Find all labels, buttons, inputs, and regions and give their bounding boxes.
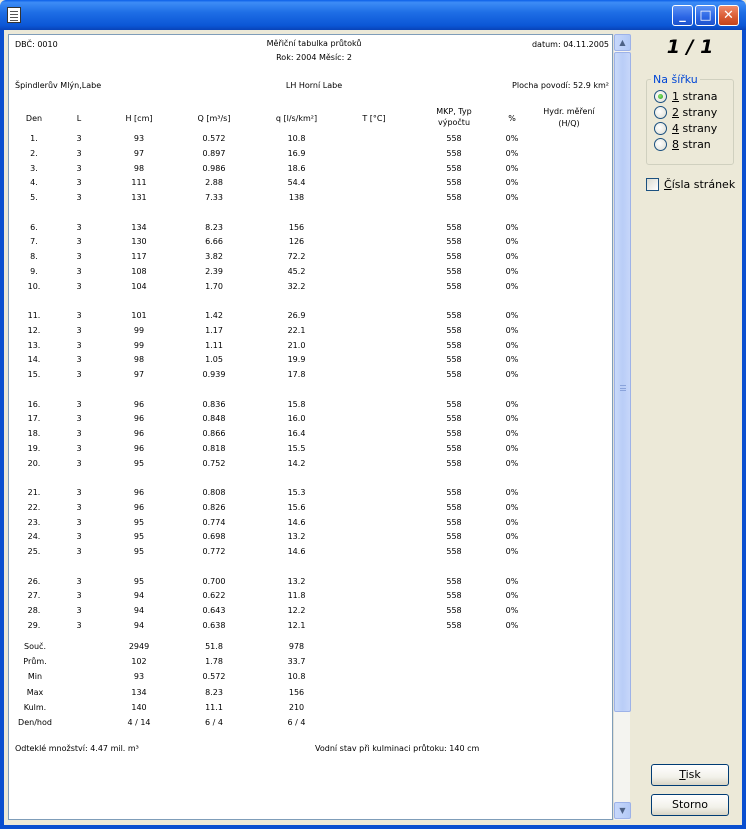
- cell-q: 0.772: [202, 547, 226, 557]
- cell-percent: 0%: [505, 222, 519, 232]
- cell-mkp: 558: [446, 134, 462, 143]
- cell-percent: 0%: [505, 591, 519, 601]
- cell-mkp: 558: [446, 399, 462, 409]
- cell-percent: 0%: [505, 311, 519, 320]
- summary-qs: 210: [288, 702, 305, 712]
- cell-den: 21.: [27, 488, 41, 497]
- cell-l: 3: [76, 606, 82, 616]
- cell-den: 4.: [30, 178, 38, 188]
- cell-h: 131: [131, 193, 147, 203]
- cell-h: 95: [133, 532, 145, 542]
- radio-button[interactable]: [654, 122, 667, 135]
- page-numbers-checkbox[interactable]: [646, 178, 735, 191]
- summary-qs: 6 / 4: [287, 718, 306, 727]
- cell-l: 3: [76, 429, 82, 439]
- cell-l: 3: [76, 193, 82, 203]
- cell-l: 3: [76, 237, 82, 247]
- checkbox-box[interactable]: [646, 178, 659, 191]
- cell-q: 8.23: [205, 222, 223, 232]
- cell-q: 2.88: [205, 178, 223, 188]
- cell-q: 0.752: [202, 458, 226, 468]
- cell-h: 96: [133, 429, 145, 439]
- cell-h: 134: [131, 222, 147, 232]
- summary-h: 2949: [128, 642, 150, 651]
- cell-h: 95: [133, 517, 145, 527]
- cell-qs: 17.8: [287, 370, 306, 380]
- cell-l: 3: [76, 355, 82, 365]
- cell-mkp: 558: [446, 178, 462, 188]
- header-q: Q [m³/s]: [197, 114, 231, 123]
- cell-h: 96: [133, 399, 145, 409]
- cell-percent: 0%: [505, 237, 519, 247]
- cell-qs: 45.2: [287, 266, 306, 276]
- cell-qs: 126: [288, 237, 305, 247]
- river-basin: LH Horní Labe: [285, 81, 343, 90]
- cell-l: 3: [76, 340, 82, 350]
- radio-option-4[interactable]: [654, 121, 717, 135]
- cell-q: 0.986: [202, 163, 226, 173]
- checkbox-label: Čísla stránek: [664, 178, 736, 191]
- cell-l: 3: [76, 502, 82, 512]
- window-frame-left: [0, 30, 4, 829]
- year-month: Rok: 2004 Měsíc: 2: [276, 53, 352, 62]
- radio-button[interactable]: [654, 106, 667, 119]
- radio-option-2[interactable]: [654, 105, 717, 119]
- summary-h: 102: [131, 657, 147, 667]
- page-indicator: 1 / 1: [666, 36, 714, 58]
- cell-den: 22.: [27, 502, 41, 512]
- cell-q: 0.897: [202, 148, 226, 158]
- cell-den: 11.: [27, 311, 41, 320]
- cell-percent: 0%: [505, 502, 519, 512]
- scroll-down-button[interactable]: ▼: [614, 802, 631, 819]
- summary-q: 51.8: [205, 642, 223, 651]
- cell-mkp: 558: [446, 502, 462, 512]
- summary-label: Souč.: [24, 642, 46, 651]
- cell-percent: 0%: [505, 458, 519, 468]
- radio-label: 4 strany: [672, 121, 718, 135]
- cell-percent: 0%: [505, 532, 519, 542]
- cell-q: 0.572: [202, 134, 226, 143]
- cell-h: 97: [133, 148, 145, 158]
- cell-q: 0.700: [202, 576, 226, 586]
- cell-l: 3: [76, 488, 82, 497]
- cell-qs: 18.6: [287, 163, 306, 173]
- summary-q: 8.23: [205, 687, 223, 697]
- cell-h: 101: [131, 311, 147, 320]
- cell-percent: 0%: [505, 399, 519, 409]
- cell-mkp: 558: [446, 488, 462, 497]
- cell-qs: 72.2: [287, 252, 306, 262]
- report-title: Měřiční tabulka průtoků: [266, 39, 362, 48]
- cell-q: 3.82: [205, 252, 223, 262]
- cell-q: 1.17: [205, 325, 223, 335]
- cell-den: 18.: [27, 429, 41, 439]
- cell-q: 0.939: [202, 370, 226, 380]
- cell-mkp: 558: [446, 576, 462, 586]
- cell-qs: 22.1: [287, 325, 306, 335]
- catchment-area: Plocha povodí: 52.9 km²: [512, 81, 609, 90]
- cell-h: 111: [131, 178, 147, 188]
- report-preview: [8, 34, 613, 820]
- maximize-button[interactable]: □: [695, 5, 716, 26]
- culmination-level: Vodní stav při kulminaci průtoku: 140 cm: [315, 744, 480, 753]
- close-button[interactable]: ✕: [718, 5, 739, 26]
- cell-qs: 138: [288, 193, 305, 203]
- cell-l: 3: [76, 370, 82, 380]
- cell-percent: 0%: [505, 178, 519, 188]
- cell-h: 97: [133, 370, 145, 380]
- cell-mkp: 558: [446, 443, 462, 453]
- cell-den: 6.: [30, 222, 38, 232]
- cell-qs: 15.3: [287, 488, 306, 497]
- cell-qs: 26.9: [287, 311, 306, 320]
- summary-label: Kulm.: [23, 702, 47, 712]
- cancel-button[interactable]: Storno: [651, 794, 729, 816]
- radio-button[interactable]: [654, 90, 667, 103]
- cell-l: 3: [76, 443, 82, 453]
- cell-qs: 14.6: [287, 517, 306, 527]
- summary-qs: 33.7: [287, 657, 306, 667]
- cell-h: 98: [133, 355, 145, 365]
- cell-mkp: 558: [446, 370, 462, 380]
- cell-den: 12.: [27, 325, 41, 335]
- cell-q: 0.826: [202, 502, 226, 512]
- cell-mkp: 558: [446, 606, 462, 616]
- print-button[interactable]: Tisk: [651, 764, 729, 786]
- cell-den: 29.: [27, 620, 41, 630]
- cell-l: 3: [76, 620, 82, 630]
- cell-den: 1.: [30, 134, 38, 143]
- cell-mkp: 558: [446, 414, 462, 424]
- cell-l: 3: [76, 266, 82, 276]
- cell-h: 130: [131, 237, 147, 247]
- cell-q: 0.848: [202, 414, 226, 424]
- cell-qs: 16.0: [287, 414, 306, 424]
- summary-label: Den/hod: [18, 718, 52, 727]
- cell-qs: 11.8: [287, 591, 306, 601]
- cell-h: 96: [133, 488, 145, 497]
- cell-mkp: 558: [446, 252, 462, 262]
- cell-q: 0.643: [202, 606, 226, 616]
- cell-qs: 32.2: [287, 281, 306, 291]
- summary-h: 140: [131, 702, 147, 712]
- cell-mkp: 558: [446, 591, 462, 601]
- cell-q: 1.11: [205, 340, 223, 350]
- cell-h: 108: [131, 266, 147, 276]
- cell-qs: 21.0: [287, 340, 306, 350]
- cell-l: 3: [76, 163, 82, 173]
- cell-qs: 12.2: [287, 606, 306, 616]
- cell-qs: 10.8: [287, 134, 306, 143]
- summary-qs: 978: [288, 642, 305, 651]
- cell-percent: 0%: [505, 134, 519, 143]
- cell-l: 3: [76, 591, 82, 601]
- cell-mkp: 558: [446, 458, 462, 468]
- summary-q: 0.572: [202, 672, 226, 682]
- cell-qs: 54.4: [287, 178, 306, 188]
- cell-h: 98: [133, 163, 145, 173]
- cell-l: 3: [76, 399, 82, 409]
- cell-percent: 0%: [505, 606, 519, 616]
- cell-percent: 0%: [505, 620, 519, 630]
- grip-icon: [620, 385, 626, 391]
- cell-den: 10.: [27, 281, 41, 291]
- cell-percent: 0%: [505, 443, 519, 453]
- cell-l: 3: [76, 576, 82, 586]
- cell-q: 0.866: [202, 429, 226, 439]
- title-bar[interactable]: [0, 0, 746, 30]
- minimize-button[interactable]: _: [672, 5, 693, 26]
- header-h: H [cm]: [125, 114, 153, 123]
- cell-h: 96: [133, 414, 145, 424]
- cell-qs: 15.8: [287, 399, 306, 409]
- cell-mkp: 558: [446, 620, 462, 630]
- cell-mkp: 558: [446, 517, 462, 527]
- dbc-label: DBČ: 0010: [15, 40, 58, 49]
- cell-q: 7.33: [205, 193, 223, 203]
- radio-option-8[interactable]: [654, 137, 711, 151]
- radio-button[interactable]: [654, 138, 667, 151]
- cell-q: 1.05: [205, 355, 223, 365]
- cell-den: 14.: [27, 355, 41, 365]
- header-percent: %: [508, 114, 516, 123]
- cell-mkp: 558: [446, 266, 462, 276]
- vertical-scrollbar[interactable]: [613, 34, 630, 820]
- cell-den: 9.: [30, 266, 38, 276]
- cell-den: 13.: [27, 340, 41, 350]
- cell-l: 3: [76, 178, 82, 188]
- cell-percent: 0%: [505, 252, 519, 262]
- cell-q: 0.774: [202, 517, 226, 527]
- cell-den: 26.: [27, 576, 41, 586]
- cell-qs: 16.4: [287, 429, 306, 439]
- cell-den: 5.: [30, 193, 38, 203]
- cell-den: 28.: [27, 606, 41, 616]
- scroll-up-button[interactable]: ▲: [614, 34, 631, 51]
- cell-percent: 0%: [505, 370, 519, 380]
- orientation-group: [646, 73, 734, 165]
- cell-den: 8.: [30, 252, 38, 262]
- cell-den: 2.: [30, 148, 38, 158]
- summary-label: Max: [26, 687, 44, 697]
- cell-l: 3: [76, 517, 82, 527]
- cell-mkp: 558: [446, 311, 462, 320]
- cell-mkp: 558: [446, 429, 462, 439]
- scroll-thumb[interactable]: [614, 52, 631, 712]
- cell-mkp: 558: [446, 340, 462, 350]
- cell-qs: 15.5: [287, 443, 306, 453]
- cell-l: 3: [76, 148, 82, 158]
- cell-q: 0.622: [202, 591, 226, 601]
- cell-qs: 156: [288, 222, 305, 232]
- radio-label: 2 strany: [672, 105, 718, 119]
- cell-percent: 0%: [505, 325, 519, 335]
- cell-mkp: 558: [446, 355, 462, 365]
- cell-percent: 0%: [505, 517, 519, 527]
- header-l: L: [76, 114, 82, 123]
- cell-h: 96: [133, 502, 145, 512]
- cell-l: 3: [76, 311, 82, 320]
- cell-den: 7.: [30, 237, 38, 247]
- cell-h: 96: [133, 443, 145, 453]
- cell-l: 3: [76, 281, 82, 291]
- cell-l: 3: [76, 325, 82, 335]
- cell-l: 3: [76, 532, 82, 542]
- cell-l: 3: [76, 134, 82, 143]
- summary-q: 1.78: [205, 657, 223, 667]
- cell-den: 24.: [27, 532, 41, 542]
- cell-mkp: 558: [446, 281, 462, 291]
- cell-h: 94: [133, 591, 145, 601]
- cell-l: 3: [76, 222, 82, 232]
- cell-percent: 0%: [505, 488, 519, 497]
- cell-l: 3: [76, 547, 82, 557]
- window-frame-bottom: [0, 825, 746, 829]
- cell-h: 95: [133, 576, 145, 586]
- cell-q: 1.42: [205, 311, 223, 320]
- cell-percent: 0%: [505, 429, 519, 439]
- cell-q: 0.698: [202, 532, 226, 542]
- cell-mkp: 558: [446, 163, 462, 173]
- cell-l: 3: [76, 414, 82, 424]
- cell-q: 2.39: [205, 266, 223, 276]
- cell-mkp: 558: [446, 547, 462, 557]
- cell-den: 16.: [27, 399, 41, 409]
- summary-qs: 10.8: [287, 672, 306, 682]
- cell-percent: 0%: [505, 414, 519, 424]
- date-label: datum: 04.11.2005: [531, 40, 609, 49]
- cell-den: 23.: [27, 517, 41, 527]
- cell-qs: 15.6: [287, 502, 306, 512]
- cell-qs: 13.2: [287, 532, 306, 542]
- cell-den: 15.: [27, 370, 41, 380]
- header-mkp-2: výpočtu: [437, 118, 471, 127]
- cell-q: 0.818: [202, 443, 226, 453]
- cell-h: 99: [133, 325, 145, 335]
- header-qs: q [l/s/km²]: [275, 114, 318, 123]
- cell-h: 95: [133, 458, 145, 468]
- cell-l: 3: [76, 252, 82, 262]
- radio-option-1[interactable]: [654, 89, 718, 103]
- cell-percent: 0%: [505, 193, 519, 203]
- runoff-volume: Odteklé množství: 4.47 mil. m³: [15, 744, 139, 753]
- cell-percent: 0%: [505, 281, 519, 291]
- cell-den: 20.: [27, 458, 41, 468]
- cell-q: 0.808: [202, 488, 226, 497]
- cell-percent: 0%: [505, 163, 519, 173]
- cell-l: 3: [76, 458, 82, 468]
- header-t: T [°C]: [362, 114, 386, 123]
- header-den: Den: [25, 114, 43, 123]
- cell-percent: 0%: [505, 266, 519, 276]
- cell-den: 19.: [27, 443, 41, 453]
- window-frame-right: [742, 30, 746, 829]
- cell-qs: 16.9: [287, 148, 306, 158]
- cell-h: 94: [133, 606, 145, 616]
- cell-percent: 0%: [505, 148, 519, 158]
- cell-qs: 14.6: [287, 547, 306, 557]
- cell-q: 6.66: [205, 237, 223, 247]
- cell-den: 27.: [27, 591, 41, 601]
- summary-h: 93: [133, 672, 145, 682]
- summary-label: Prům.: [23, 657, 47, 667]
- cell-mkp: 558: [446, 148, 462, 158]
- cell-mkp: 558: [446, 222, 462, 232]
- cell-percent: 0%: [505, 355, 519, 365]
- cell-mkp: 558: [446, 532, 462, 542]
- summary-q: 6 / 4: [205, 718, 223, 727]
- cell-q: 0.638: [202, 620, 226, 630]
- cell-mkp: 558: [446, 193, 462, 203]
- cell-h: 94: [133, 620, 145, 630]
- station-location: Špindlerův Mlýn,Labe: [15, 81, 102, 90]
- radio-label: 1 strana: [672, 89, 718, 103]
- header-hydr-1: Hydr. měření: [543, 107, 595, 116]
- cell-den: 25.: [27, 547, 41, 557]
- header-hydr-2: (H/Q): [558, 119, 580, 128]
- cell-den: 3.: [30, 163, 38, 173]
- summary-h: 134: [131, 687, 147, 697]
- summary-h: 4 / 14: [127, 718, 151, 727]
- cell-h: 99: [133, 340, 145, 350]
- cell-percent: 0%: [505, 340, 519, 350]
- cell-qs: 12.1: [287, 620, 306, 630]
- cell-q: 0.836: [202, 399, 226, 409]
- cell-h: 95: [133, 547, 145, 557]
- cell-qs: 19.9: [287, 355, 306, 365]
- cell-q: 1.70: [205, 281, 223, 291]
- cell-den: 17.: [27, 414, 41, 424]
- group-label: Na šířku: [653, 73, 698, 86]
- document-icon: [7, 7, 21, 23]
- cell-h: 104: [131, 281, 147, 291]
- cell-mkp: 558: [446, 325, 462, 335]
- cell-h: 117: [131, 252, 147, 262]
- cell-h: 93: [133, 134, 145, 143]
- summary-label: Min: [27, 672, 43, 682]
- cell-percent: 0%: [505, 576, 519, 586]
- header-mkp-1: MKP, Typ: [436, 107, 472, 116]
- cell-percent: 0%: [505, 547, 519, 557]
- summary-qs: 156: [288, 687, 305, 697]
- radio-label: 8 stran: [672, 137, 711, 151]
- cell-qs: 13.2: [287, 576, 306, 586]
- cell-mkp: 558: [446, 237, 462, 247]
- summary-q: 11.1: [205, 702, 223, 712]
- cell-qs: 14.2: [287, 458, 306, 468]
